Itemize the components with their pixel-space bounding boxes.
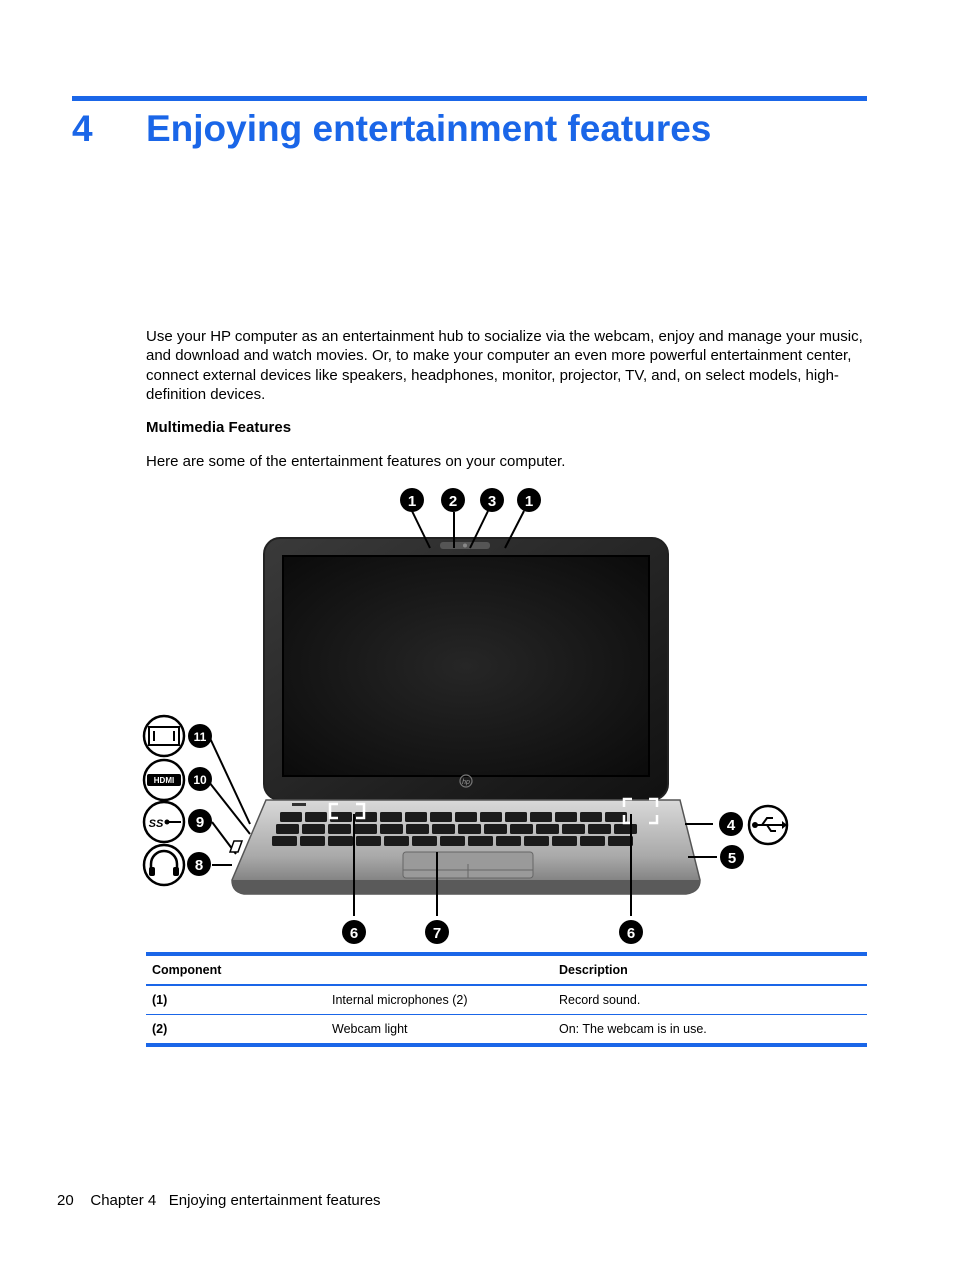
chapter-number: 4 <box>72 108 93 149</box>
keyboard-key <box>510 824 533 834</box>
keyboard-key <box>530 812 552 822</box>
callout-1a <box>400 488 424 512</box>
laptop-illustration <box>140 484 800 949</box>
keyboard-key <box>524 836 549 846</box>
callout-5 <box>720 845 744 869</box>
hp-logo-text: hp <box>462 779 470 786</box>
keyboard-key <box>300 836 325 846</box>
keyboard-key <box>580 812 602 822</box>
callout-6a <box>342 920 366 944</box>
keyboard-key <box>302 824 325 834</box>
svg-text:11: 11 <box>193 730 207 744</box>
keyboard-key <box>412 836 437 846</box>
header-blank <box>326 954 553 985</box>
display-port-icon <box>144 716 184 756</box>
keyboard-key <box>272 836 297 846</box>
callout-10 <box>188 767 212 791</box>
svg-text:10: 10 <box>193 773 207 787</box>
callout-9 <box>188 809 212 833</box>
row-description: Record sound. <box>559 993 641 1007</box>
row-number: (2) <box>152 1022 168 1036</box>
callout-2 <box>441 488 465 512</box>
component-table <box>146 952 867 1047</box>
keyboard-key <box>555 812 577 822</box>
usb3-icon <box>144 802 184 842</box>
svg-text:2: 2 <box>448 493 458 510</box>
keyboard-key <box>328 836 353 846</box>
svg-text:3: 3 <box>487 493 497 510</box>
keyboard-key <box>305 812 327 822</box>
keyboard-key <box>496 836 521 846</box>
header-component: Component <box>152 963 222 977</box>
keyboard-key <box>614 824 637 834</box>
webcam-lens <box>463 544 467 548</box>
svg-text:1: 1 <box>524 493 534 510</box>
keyboard-key <box>468 836 493 846</box>
page-footer <box>57 1192 381 1209</box>
keyboard-key <box>328 824 351 834</box>
headphone-icon <box>144 845 184 885</box>
port-marker <box>230 841 242 852</box>
keyboard-key <box>432 824 455 834</box>
hdmi-icon <box>144 760 184 800</box>
keyboard-key <box>588 824 611 834</box>
lead-sentence: Here are some of the entertainment features on your computer. <box>146 453 566 470</box>
intro-paragraph: Use your HP computer as an entertainment hub to socialize via the webcam, enjoy and manage your music, and download and watch movies. Or, to make your computer an even more powerful entertainment center, connect external devices like speakers, headphones, monitor, projector, TV, and, on select models, high-definition devices. <box>146 328 863 403</box>
callout-8 <box>187 852 211 876</box>
laptop-front-edge <box>232 880 700 894</box>
callout-6b <box>619 920 643 944</box>
keyboard-key <box>280 812 302 822</box>
keyboard-key <box>380 812 402 822</box>
component-table-wrapper <box>146 952 867 1047</box>
callout-4 <box>719 812 743 836</box>
keyboard-key <box>440 836 465 846</box>
keyboard-key <box>406 824 429 834</box>
keyboard-key <box>608 836 633 846</box>
svg-text:6: 6 <box>626 925 636 942</box>
laptop-figure <box>140 484 800 949</box>
svg-text:7: 7 <box>432 925 442 942</box>
chapter-rule <box>72 96 867 101</box>
svg-text:1: 1 <box>407 493 417 510</box>
keyboard-key <box>580 836 605 846</box>
svg-text:8: 8 <box>194 857 204 874</box>
header-description: Description <box>559 963 628 977</box>
keyboard-key <box>458 824 481 834</box>
footer-title: Enjoying entertainment features <box>168 1192 381 1209</box>
keyboard-key <box>276 824 299 834</box>
callout-1b <box>517 488 541 512</box>
callout-7 <box>425 920 449 944</box>
callout-3 <box>480 488 504 512</box>
section-subhead: Multimedia Features <box>146 419 292 436</box>
chapter-title: Enjoying entertainment features <box>146 108 712 149</box>
svg-text:5: 5 <box>727 850 737 867</box>
power-button <box>292 803 306 806</box>
row-number: (1) <box>152 993 168 1007</box>
svg-text:HDMI: HDMI <box>153 776 175 785</box>
svg-text:9: 9 <box>195 814 205 831</box>
keyboard-key <box>536 824 559 834</box>
table-header-row <box>146 954 867 985</box>
svg-text:6: 6 <box>349 925 359 942</box>
keyboard-key <box>480 812 502 822</box>
callout-11 <box>188 724 212 748</box>
keyboard-key <box>354 824 377 834</box>
keyboard-key <box>562 824 585 834</box>
footer-chapter: Chapter 4 <box>90 1192 157 1209</box>
row-component: Webcam light <box>332 1022 408 1036</box>
table-row <box>146 985 867 1015</box>
row-description: On: The webcam is in use. <box>559 1022 707 1036</box>
keyboard-key <box>430 812 452 822</box>
keyboard-key <box>384 836 409 846</box>
keyboard-key <box>455 812 477 822</box>
svg-text:4: 4 <box>726 817 736 834</box>
laptop-screen <box>283 556 649 776</box>
svg-text:SS: SS <box>148 818 164 830</box>
footer-page-number: 20 <box>57 1192 74 1209</box>
keyboard-key <box>405 812 427 822</box>
keyboard-key <box>356 836 381 846</box>
keyboard-key <box>484 824 507 834</box>
keyboard-key <box>552 836 577 846</box>
keyboard-key <box>380 824 403 834</box>
row-component: Internal microphones (2) <box>332 993 468 1007</box>
keyboard-key <box>505 812 527 822</box>
table-row <box>146 1015 867 1046</box>
usb-icon <box>749 806 787 844</box>
